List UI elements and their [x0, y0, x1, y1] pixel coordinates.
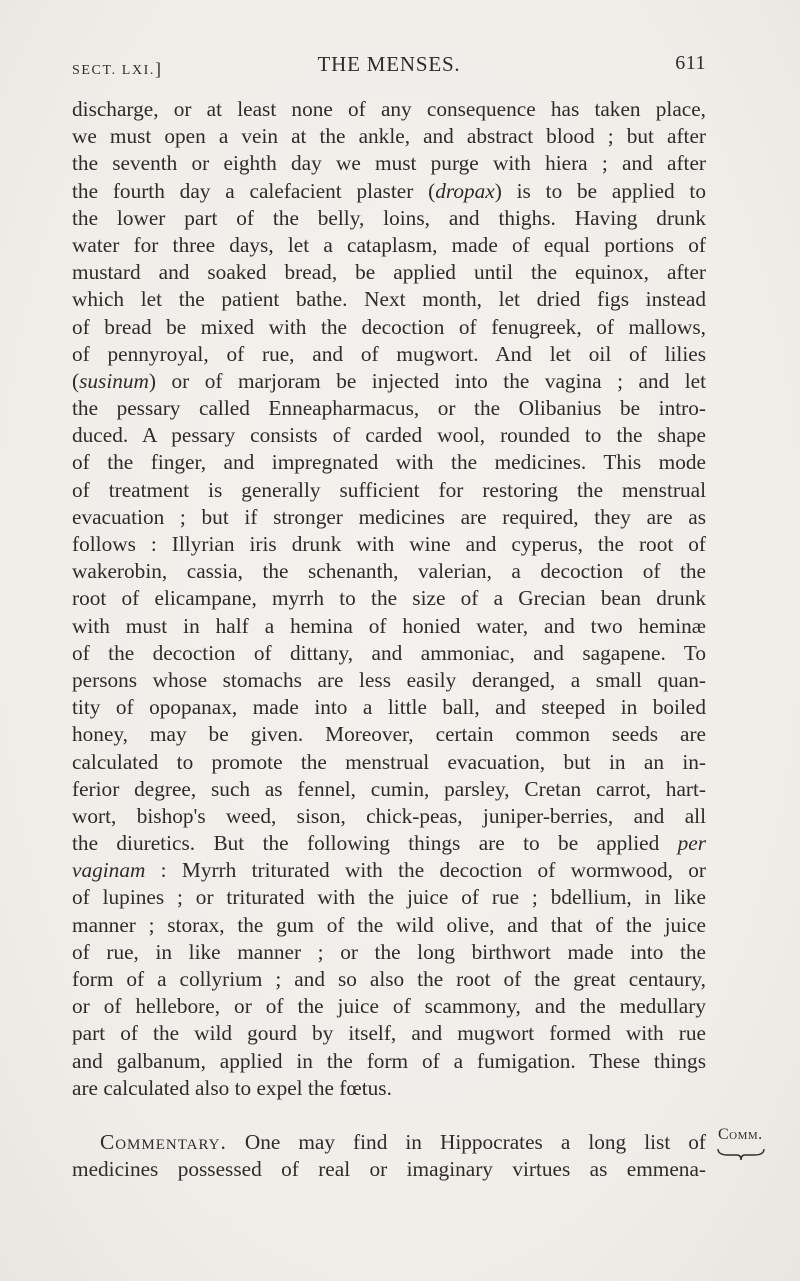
text-line: (susinum) or of marjoram be injected into the vagina ; and let [72, 368, 706, 393]
main-text [72, 96, 706, 1183]
text-line: we must open a vein at the ankle, and abstract blood ; but after [72, 124, 706, 149]
text-line: vaginam : Myrrh triturated with the decoction of wormwood, or [72, 858, 706, 883]
text-line: the diuretics. But the following things are to be applied per [72, 831, 706, 856]
running-header [72, 50, 706, 80]
commentary-line: Commentary. One may find in Hippocrates a long list of [100, 1129, 706, 1154]
text-line: water for three days, let a cataplasm, made of equal portions of [72, 232, 706, 257]
text-line: ferior degree, such as fennel, cumin, parsley, Cretan carrot, hart- [72, 776, 706, 801]
text-line: are calculated also to expel the fœtus. [72, 1075, 392, 1100]
text-line: medicines possessed of real or imaginary virtues as emmena- [72, 1157, 706, 1182]
italic-term: per [677, 831, 706, 856]
text-line: and galbanum, applied in the form of a fumigation. These things [72, 1048, 706, 1073]
text-line: honey, may be given. Moreover, certain common seeds are [72, 722, 706, 747]
text-line: duced. A pessary consists of carded wool, rounded to the shape [72, 423, 706, 448]
text-line: which let the patient bathe. Next month, let dried figs instead [72, 287, 706, 312]
text-line: wort, bishop's weed, sison, chick-peas, juniper-berries, and all [72, 803, 706, 828]
text-line: of bread be mixed with the decoction of fenugreek, of mallows, [72, 314, 706, 339]
text-line: of treatment is generally sufficient for restoring the menstrual [72, 477, 706, 502]
text-line: of pennyroyal, of rue, and of mugwort. And let oil of lilies [72, 341, 706, 366]
italic-term: susinum [79, 368, 149, 393]
text-line: discharge, or at least none of any consequence has taken place, [72, 97, 706, 121]
margin-note: Comm. [718, 1126, 763, 1143]
text-line: the lower part of the belly, loins, and thighs. Having drunk [72, 205, 706, 230]
section-label: SECT. LXI.] [72, 59, 162, 79]
text-line: manner ; storax, the gum of the wild olive, and that of the juice [72, 912, 706, 937]
brace-mark [716, 1147, 766, 1161]
text-line: of lupines ; or triturated with the juice of rue ; bdellium, in like [72, 885, 706, 910]
text-line: of the decoction of dittany, and ammoniac, and sagapene. To [72, 640, 706, 665]
text-line: with must in half a hemina of honied water, and two heminæ [72, 613, 706, 638]
text-line: the seventh or eighth day we must purge with hiera ; and after [72, 151, 706, 176]
page-title: THE MENSES. [317, 52, 461, 76]
text-line: or of hellebore, or of the juice of scammony, and the medullary [72, 994, 706, 1019]
text-line: form of a collyrium ; and so also the root of the great centaury, [72, 967, 706, 991]
page-number: 611 [675, 52, 706, 74]
text-line: part of the wild gourd by itself, and mugwort formed with rue [72, 1021, 706, 1046]
text-line: of the finger, and impregnated with the medicines. This mode [72, 450, 706, 475]
text-line: of rue, in like manner ; or the long birthwort made into the [72, 939, 706, 964]
text-line: persons whose stomachs are less easily deranged, a small quan- [72, 667, 706, 692]
italic-term: dropax [435, 178, 495, 203]
text-line: the fourth day a calefacient plaster (dropax) is to be applied to [72, 178, 706, 203]
text-line: the pessary called Enneapharmacus, or the Olibanius be intro- [72, 396, 706, 421]
text-line: calculated to promote the menstrual evacuation, but in an in- [72, 749, 706, 774]
text-line: wakerobin, cassia, the schenanth, valerian, a decoction of the [72, 559, 706, 584]
text-line: tity of opopanax, made into a little ball, and steeped in boiled [72, 695, 706, 720]
text-line: mustard and soaked bread, be applied until the equinox, after [72, 260, 706, 285]
text-line: evacuation ; but if stronger medicines are required, they are as [72, 504, 706, 529]
text-line: root of elicampane, myrrh to the size of a Grecian bean drunk [72, 586, 706, 611]
italic-term: vaginam [72, 858, 146, 883]
commentary-label: Commentary. [100, 1129, 227, 1154]
text-line: follows : Illyrian iris drunk with wine and cyperus, the root of [72, 532, 706, 556]
